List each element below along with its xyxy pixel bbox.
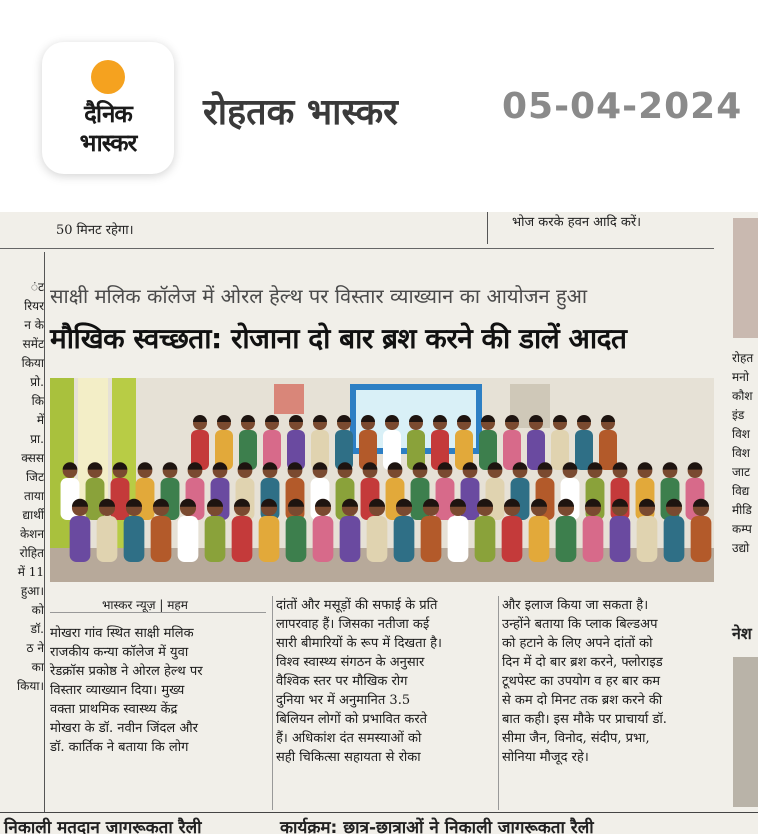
dainik-bhaskar-logo[interactable] — [42, 42, 174, 174]
text-line: में — [36, 413, 44, 427]
text-line: और इलाज किया जा सकता है। — [502, 598, 649, 613]
text-line: का — [31, 660, 44, 674]
group-photo — [50, 378, 714, 582]
text-line: दुनिया भर में अनुमानित 3.5 — [276, 693, 411, 708]
text-line: कि — [31, 394, 44, 408]
text-line: उन्होंने बताया कि प्लाक बिल्डअप — [502, 617, 658, 632]
text-line: विद्य — [732, 484, 750, 498]
text-line: रोहित — [19, 546, 44, 560]
section-rule — [0, 248, 714, 249]
text-line: जिट — [25, 470, 44, 484]
text-line: विश्व स्वास्थ्य संगठन के अनुसार — [276, 655, 425, 670]
article-column-3 — [502, 596, 718, 767]
article-kicker: साक्षी मलिक कॉलेज में ओरल हेल्थ पर विस्तार व्याख्यान का आयोजन हुआ — [50, 284, 588, 308]
text-line: से कम दो मिनट तक ब्रश करने की — [502, 693, 663, 708]
text-line: विश — [732, 427, 750, 441]
text-line: द्यार्थी — [22, 508, 44, 522]
column-divider — [487, 212, 488, 244]
text-line: को — [31, 603, 44, 617]
left-cut-column — [0, 278, 44, 696]
text-line: ठ ने — [26, 641, 44, 655]
text-line: राजकीय कन्या कॉलेज में युवा — [50, 645, 189, 660]
text-line: रोहत — [732, 351, 754, 365]
text-line: विश — [732, 446, 750, 460]
bottom-left-headline: निकाली मतदान जागरूकता रैली — [4, 818, 202, 834]
right-heading-fragment: नेश — [732, 624, 752, 643]
text-line: न के — [24, 318, 44, 332]
text-line: प्रा. — [30, 432, 44, 446]
byline-rule — [50, 612, 266, 613]
text-line: में 11 — [17, 565, 44, 579]
logo-line2: भास्कर — [79, 129, 137, 157]
left-column-divider — [44, 252, 45, 812]
text-line: रेडक्रॉस प्रकोष्ठ ने ओरल हेल्थ पर — [50, 664, 203, 679]
text-line: मीडि — [732, 503, 752, 517]
text-line: केशन — [19, 527, 44, 541]
text-line: टूथपेस्ट का उपयोग व हर बार कम — [502, 674, 661, 689]
text-line: को हटाने के लिए अपने दांतों को — [502, 636, 653, 651]
column-divider — [272, 596, 273, 810]
logo-line1: दैनिक — [84, 100, 132, 128]
article-headline: मौखिक स्वच्छता: रोजाना दो बार ब्रश करने की डालें आदत — [50, 322, 627, 355]
text-line: सही चिकित्सा सहायता से रोका — [276, 750, 421, 765]
text-line: ताया — [23, 489, 44, 503]
text-line: दिन में दो बार ब्रश करने, फ्लोराइड — [502, 655, 663, 670]
text-line: हैं। अधिकांश दंत समस्याओं को — [276, 731, 422, 746]
text-line: वक्ता प्राथमिक स्वास्थ्य केंद्र — [50, 702, 178, 717]
text-line: सारी बीमारियों के रूप में दिखता है। — [276, 636, 442, 651]
text-line: इंड — [732, 408, 745, 422]
text-line: कौश — [732, 389, 753, 403]
edition-date: 05-04-2024 — [502, 86, 743, 127]
text-line: मोखरा के डॉ. नवीन जिंदल और — [50, 721, 198, 736]
text-line: वैश्विक स्तर पर मौखिक रोग — [276, 674, 408, 689]
top-left-fragment: 50 मिनट रहेगा। — [56, 223, 134, 238]
text-line: सोनिया मौजूद रहे। — [502, 750, 589, 765]
text-line: रियर — [24, 299, 44, 313]
article-column-1 — [50, 624, 268, 757]
text-line: उद्यो — [732, 541, 750, 555]
edition-title: रोहतक भास्कर — [203, 92, 398, 133]
text-line: बात कही। इस मौके पर प्राचार्या डॉ. — [502, 712, 667, 727]
right-cut-column — [732, 348, 758, 557]
text-line: किया — [21, 356, 44, 370]
text-line: लापरवाह हैं। जिसका नतीजा कई — [276, 617, 430, 632]
text-line: दांतों और मसूड़ों की सफाई के प्रति — [276, 598, 438, 613]
sun-icon — [91, 60, 125, 94]
byline: भास्कर न्यूज़ | महम — [102, 598, 188, 612]
text-line: मोखरा गांव स्थित साक्षी मलिक — [50, 626, 194, 641]
text-line: विस्तार व्याख्यान दिया। मुख्य — [50, 683, 185, 698]
top-right-fragment: भोज करके हवन आदि करें। — [512, 215, 642, 230]
side-photo-2 — [733, 657, 758, 807]
text-line: किया। — [17, 679, 44, 693]
text-line: डॉ. — [30, 622, 44, 636]
bottom-rule — [0, 812, 758, 813]
text-line: डॉ. कार्तिक ने बताया कि लोग — [50, 740, 189, 755]
text-line: मनो — [732, 370, 749, 384]
text-line: क्सस — [21, 451, 44, 465]
text-line: जाट — [732, 465, 751, 479]
text-line: कम्प — [732, 522, 752, 536]
text-line: सीमा जैन, विनोद, संदीप, प्रभा, — [502, 731, 650, 746]
text-line: प्रो. — [30, 375, 44, 389]
text-line: हुआ। — [20, 584, 44, 598]
article-column-2 — [276, 596, 494, 767]
column-divider — [498, 596, 499, 810]
newspaper-clipping — [0, 212, 758, 834]
bottom-right-headline: कार्यक्रम: छात्र-छात्राओं ने निकाली जागरूकता रैली — [280, 818, 594, 834]
text-line: समेंट — [22, 337, 44, 351]
app-header — [0, 0, 758, 200]
text-line: बिलियन लोगों को प्रभावित करते — [276, 712, 428, 727]
side-photo — [733, 218, 758, 338]
text-line: ंट — [30, 280, 44, 294]
